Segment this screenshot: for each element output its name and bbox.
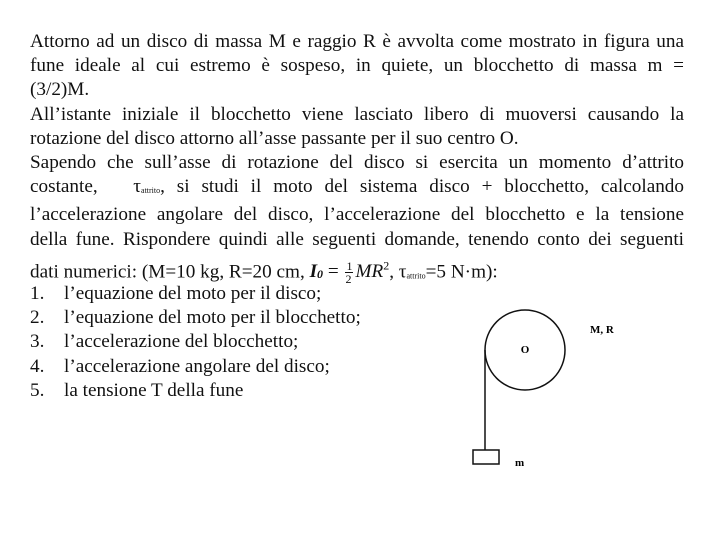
text-line: fune ideale al cui estremo è sospeso, in quiete, un blocchetto di massa m = bbox=[30, 55, 684, 77]
tau-subscript: attrito bbox=[141, 186, 161, 196]
text-fragment: =5 N·m): bbox=[425, 261, 498, 283]
fraction-numerator: 1 bbox=[346, 259, 353, 274]
item-text: l’equazione del moto per il blocchetto; bbox=[64, 307, 361, 329]
tau-subscript: attrito bbox=[406, 271, 426, 281]
text-line: della fune. Rispondere quindi alle seguenti domande, tenendo conto dei seguenti bbox=[30, 228, 684, 250]
tau-symbol: τ bbox=[133, 176, 142, 198]
block bbox=[473, 450, 499, 464]
list-item bbox=[30, 306, 361, 330]
item-number: 5. bbox=[30, 379, 45, 401]
text-fragment: costante, bbox=[30, 176, 98, 198]
item-number: 2. bbox=[30, 307, 45, 329]
item-number: 1. bbox=[30, 283, 45, 304]
list-item bbox=[30, 282, 361, 306]
problem-statement bbox=[30, 30, 684, 288]
formula-rhs: MR bbox=[355, 261, 384, 283]
item-text: l’accelerazione del blocchetto; bbox=[64, 331, 299, 353]
text-line-tau bbox=[30, 175, 684, 203]
tau-symbol: τ bbox=[398, 261, 407, 283]
formula-subscript: 0 bbox=[317, 267, 324, 282]
item-text: la tensione T della fune bbox=[64, 379, 244, 401]
item-number: 4. bbox=[30, 355, 45, 377]
text-fragment: dati numerici: (M=10 kg, R=20 cm, bbox=[30, 261, 305, 283]
block-label: m bbox=[515, 457, 525, 469]
text-line: Attorno ad un disco di massa M e raggio R è avvolta come mostrato in figura una bbox=[30, 31, 684, 52]
text-line: rotazione del disco attorno all’asse passante per il suo centro O. bbox=[30, 127, 519, 149]
moment-of-inertia-formula bbox=[309, 258, 390, 287]
fraction-denominator: 2 bbox=[345, 272, 352, 287]
item-number: 3. bbox=[30, 331, 45, 353]
text-line: Sapendo che sull’asse di rotazione del disco si esercita un momento d’attrito bbox=[30, 152, 684, 174]
list-item bbox=[30, 355, 361, 379]
text-line: All’istante iniziale il blocchetto viene lasciato libero di muoversi causando la bbox=[30, 103, 684, 125]
text-fragment: , si studi il moto del sistema disco + blocchetto, calcolando bbox=[160, 176, 684, 198]
text-fragment: , bbox=[389, 261, 394, 283]
item-text: l’accelerazione angolare del disco; bbox=[64, 355, 330, 377]
text-line: (3/2)M. bbox=[30, 79, 90, 101]
list-item bbox=[30, 330, 361, 354]
center-label: O bbox=[520, 344, 530, 356]
formula-equals: = bbox=[327, 261, 339, 283]
question-list bbox=[30, 282, 361, 403]
item-text: l’equazione del moto per il disco; bbox=[64, 283, 322, 304]
text-line: l’accelerazione angolare del disco, l’accelerazione del blocchetto e la tensione bbox=[30, 204, 684, 226]
list-item bbox=[30, 379, 361, 403]
disk-label: M, R bbox=[590, 324, 614, 336]
formula-lhs: I bbox=[309, 261, 318, 283]
formula-exponent: 2 bbox=[383, 258, 390, 273]
disk-block-diagram bbox=[460, 300, 700, 490]
